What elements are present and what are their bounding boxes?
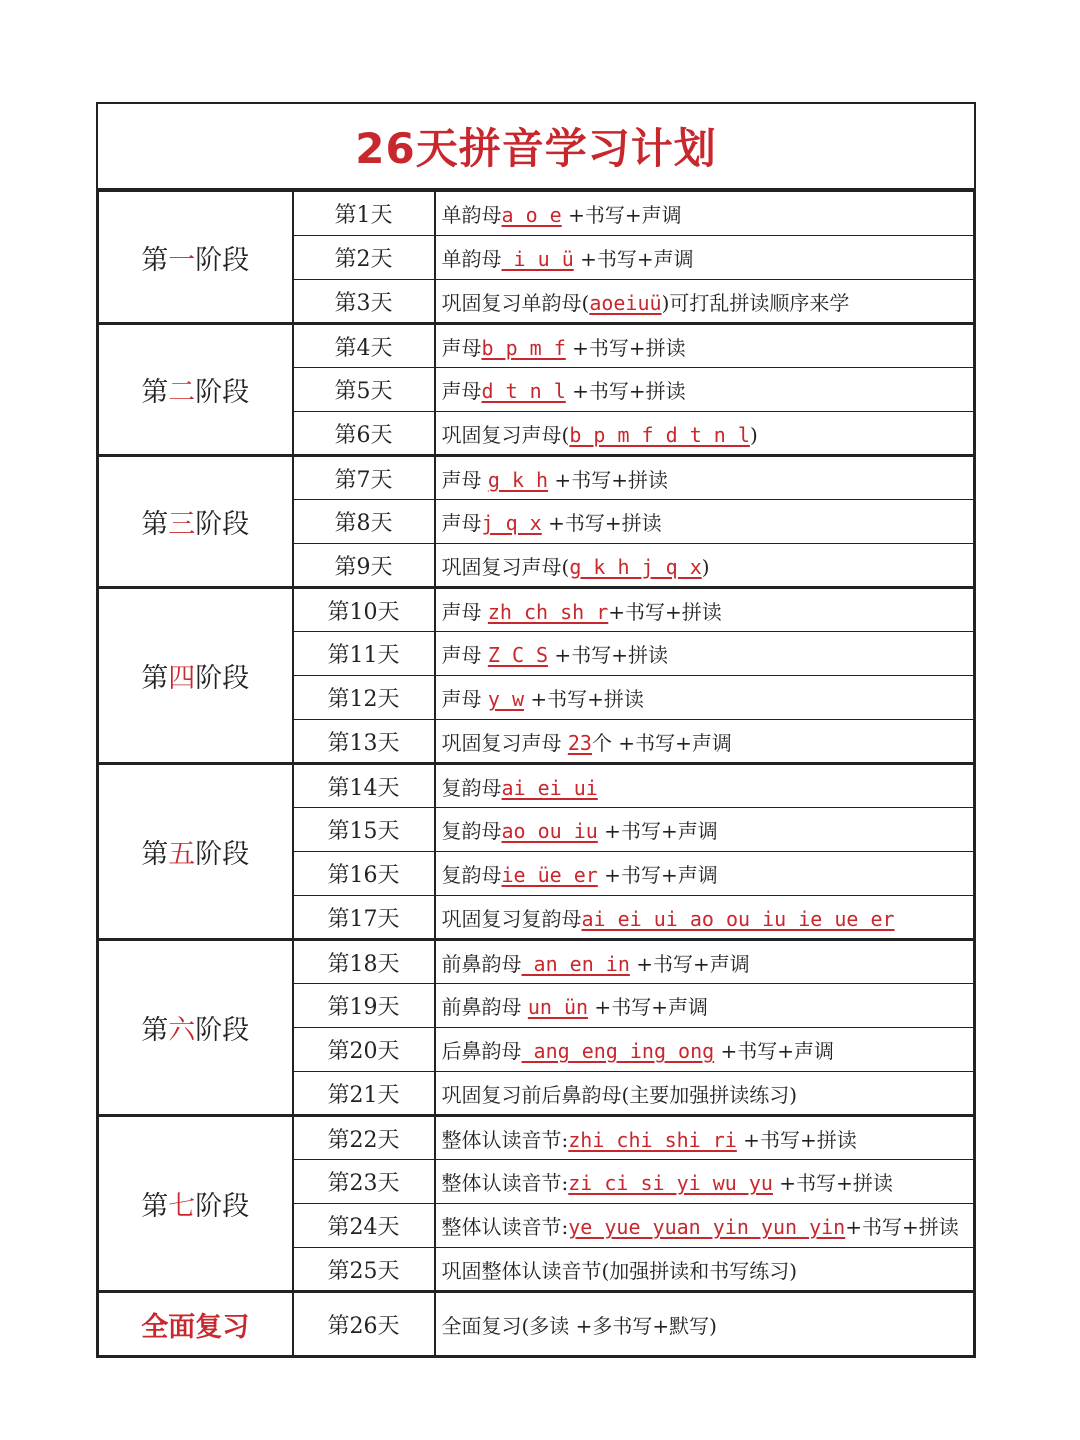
stage-number: 四 (168, 663, 196, 694)
task-cell (435, 764, 974, 808)
day-cell: 第16天 (293, 852, 435, 896)
day-cell: 第3天 (293, 280, 435, 324)
task-text: 巩固复习声母( (441, 554, 570, 579)
pinyin-highlight: ang eng ing ong (521, 1039, 715, 1063)
day-cell: 第7天 (293, 456, 435, 500)
task-text: 巩固复习声母( (441, 422, 570, 447)
task-cell (435, 984, 974, 1028)
task-cell (435, 676, 974, 720)
task-cell (435, 192, 974, 236)
pinyin-highlight: an en in (521, 951, 630, 976)
stage-number: 二 (168, 377, 196, 408)
task-suffix: +书写+拼读 (608, 599, 722, 624)
pinyin-highlight: i u ü (501, 247, 574, 271)
task-text: 声母 (441, 687, 488, 711)
task-text: 复韵母 (441, 775, 502, 800)
day-cell: 第23天 (293, 1160, 435, 1204)
day-cell: 第14天 (293, 764, 435, 808)
pinyin-highlight: Z C S (487, 643, 549, 667)
pinyin-highlight: ie üe er (501, 863, 598, 887)
task-cell (435, 588, 974, 632)
day-cell: 第8天 (293, 500, 435, 544)
pinyin-highlight: zhi chi shi ri (568, 1127, 737, 1152)
day-cell: 第15天 (293, 808, 435, 852)
task-text: 单韵母 (441, 247, 502, 271)
day-cell: 第26天 (293, 1292, 435, 1356)
task-cell (435, 1160, 974, 1204)
pinyin-highlight: 23 (567, 730, 592, 755)
stage-number: 七 (168, 1191, 196, 1222)
day-cell: 第12天 (293, 676, 435, 720)
table-row (99, 1292, 974, 1356)
day-cell: 第25天 (293, 1248, 435, 1292)
task-text: 整体认读音节: (441, 1215, 569, 1239)
stage-label (99, 940, 293, 1116)
stage-prefix: 第 (141, 509, 169, 540)
pinyin-highlight: y w (487, 687, 524, 711)
task-suffix: +书写+拼读 (548, 643, 668, 667)
task-text: 整体认读音节: (441, 1127, 569, 1152)
page-title: 26天拼音学习计划 (98, 104, 974, 191)
day-cell: 第2天 (293, 236, 435, 280)
pinyin-highlight: zi ci si yi wu yu (568, 1171, 773, 1195)
task-suffix: +书写+声调 (573, 247, 694, 271)
task-cell (435, 544, 974, 588)
task-text: 巩固复习声母 (441, 730, 568, 755)
task-text: 声母 (441, 599, 488, 624)
pinyin-highlight: ai ei ui (501, 775, 598, 800)
task-suffix: +书写+拼读 (523, 687, 644, 711)
plan-table (98, 191, 974, 1356)
task-cell (435, 1248, 974, 1292)
pinyin-highlight: ai ei ui ao ou iu ie ue er (581, 906, 895, 931)
task-suffix: +书写+声调 (561, 203, 682, 227)
task-suffix: +书写+声调 (714, 1039, 835, 1063)
plan-sheet (96, 102, 976, 1358)
pinyin-highlight: d t n l (481, 379, 566, 403)
day-cell: 第11天 (293, 632, 435, 676)
task-cell (435, 412, 974, 456)
task-suffix: +书写+拼读 (772, 1171, 893, 1195)
final-review-label: 全面复习 (99, 1292, 293, 1356)
task-cell (435, 896, 974, 940)
day-cell: 第22天 (293, 1116, 435, 1160)
day-cell: 第6天 (293, 412, 435, 456)
task-text: 前鼻韵母 (441, 995, 528, 1019)
stage-prefix: 第 (141, 377, 169, 408)
stage-label (99, 588, 293, 764)
task-cell (435, 368, 974, 412)
table-row (99, 764, 974, 808)
task-text: 巩固整体认读音节(加强拼读和书写练习) (441, 1258, 798, 1283)
task-text: 声母 (441, 379, 482, 403)
table-row (99, 588, 974, 632)
task-text: 整体认读音节: (441, 1171, 569, 1195)
stage-number: 六 (168, 1015, 196, 1046)
task-cell (435, 632, 974, 676)
pinyin-highlight: a o e (501, 203, 562, 227)
stage-suffix: 阶段 (195, 663, 250, 694)
task-suffix: +书写+声调 (629, 951, 750, 976)
stage-suffix: 阶段 (195, 509, 250, 540)
day-cell: 第1天 (293, 192, 435, 236)
stage-prefix: 第 (141, 1191, 169, 1222)
task-text: 巩固复习前后鼻韵母(主要加强拼读练习) (441, 1082, 798, 1107)
task-suffix: 个 +书写+声调 (591, 730, 732, 755)
task-text: 声母 (441, 335, 482, 360)
task-suffix: +书写+拼读 (845, 1215, 959, 1239)
task-text: 声母 (441, 467, 488, 492)
day-cell: 第17天 (293, 896, 435, 940)
stage-suffix: 阶段 (195, 1015, 250, 1046)
pinyin-highlight: g k h (487, 467, 549, 492)
stage-suffix: 阶段 (195, 244, 250, 276)
day-cell: 第24天 (293, 1204, 435, 1248)
task-suffix: +书写+拼读 (548, 467, 668, 492)
task-text: 单韵母 (441, 203, 502, 227)
table-row (99, 1116, 974, 1160)
pinyin-highlight: b p m f d t n l (569, 422, 750, 447)
day-cell: 第9天 (293, 544, 435, 588)
task-text: 后鼻韵母 (441, 1039, 522, 1063)
stage-suffix: 阶段 (195, 377, 250, 408)
pinyin-highlight: j q x (481, 511, 542, 535)
stage-suffix: 阶段 (195, 839, 250, 870)
stage-label (99, 1116, 293, 1292)
stage-prefix: 第 (141, 1015, 169, 1046)
stage-label (99, 456, 293, 588)
task-suffix: +书写+拼读 (565, 379, 686, 403)
task-text: 巩固复习单韵母( (441, 290, 590, 315)
task-cell (435, 1072, 974, 1116)
task-cell (435, 940, 974, 984)
pinyin-highlight: b p m f (481, 335, 566, 360)
task-suffix: +书写+声调 (597, 863, 718, 887)
task-suffix: ) (701, 554, 710, 579)
pinyin-highlight: zh ch sh r (487, 599, 609, 624)
task-cell (435, 456, 974, 500)
task-cell (435, 852, 974, 896)
pinyin-highlight: ye yue yuan yin yun yin (568, 1215, 846, 1239)
day-cell: 第18天 (293, 940, 435, 984)
task-cell (435, 500, 974, 544)
day-cell: 第10天 (293, 588, 435, 632)
table-row (99, 456, 974, 500)
pinyin-highlight: aoeiuü (589, 290, 662, 315)
day-cell: 第20天 (293, 1028, 435, 1072)
table-row (99, 324, 974, 368)
task-cell (435, 1116, 974, 1160)
task-suffix: )可打乱拼读顺序来学 (661, 290, 850, 315)
pinyin-highlight: un ün (527, 995, 589, 1019)
task-text: 声母 (441, 511, 482, 535)
task-suffix: +书写+声调 (597, 819, 718, 843)
stage-prefix: 第 (141, 839, 169, 870)
day-cell: 第4天 (293, 324, 435, 368)
task-text: 前鼻韵母 (441, 951, 522, 976)
stage-number: 三 (168, 509, 196, 540)
day-cell: 第5天 (293, 368, 435, 412)
task-cell (435, 808, 974, 852)
task-cell (435, 236, 974, 280)
task-text: 复韵母 (441, 863, 502, 887)
task-suffix: +书写+拼读 (565, 335, 686, 360)
stage-number: 一 (168, 244, 196, 276)
stage-prefix: 第 (141, 244, 169, 276)
day-cell: 第19天 (293, 984, 435, 1028)
task-suffix: ) (749, 422, 758, 447)
task-cell (435, 280, 974, 324)
task-text: 复韵母 (441, 819, 502, 843)
task-cell (435, 1204, 974, 1248)
stage-suffix: 阶段 (195, 1191, 250, 1222)
task-cell (435, 720, 974, 764)
day-cell: 第21天 (293, 1072, 435, 1116)
task-cell: 全面复习(多读 +多书写+默写) (435, 1292, 974, 1356)
task-cell (435, 324, 974, 368)
stage-number: 五 (168, 839, 196, 870)
task-text: 巩固复习复韵母 (441, 906, 582, 931)
stage-label (99, 324, 293, 456)
task-suffix: +书写+声调 (588, 995, 708, 1019)
day-cell: 第13天 (293, 720, 435, 764)
pinyin-highlight: g k h j q x (569, 554, 702, 579)
table-row (99, 940, 974, 984)
table-row (99, 192, 974, 236)
pinyin-highlight: ao ou iu (501, 819, 598, 843)
task-text: 声母 (441, 643, 488, 667)
stage-prefix: 第 (141, 663, 169, 694)
stage-label (99, 192, 293, 324)
task-suffix: +书写+拼读 (736, 1127, 857, 1152)
stage-label (99, 764, 293, 940)
task-suffix: +书写+拼读 (541, 511, 662, 535)
task-cell (435, 1028, 974, 1072)
